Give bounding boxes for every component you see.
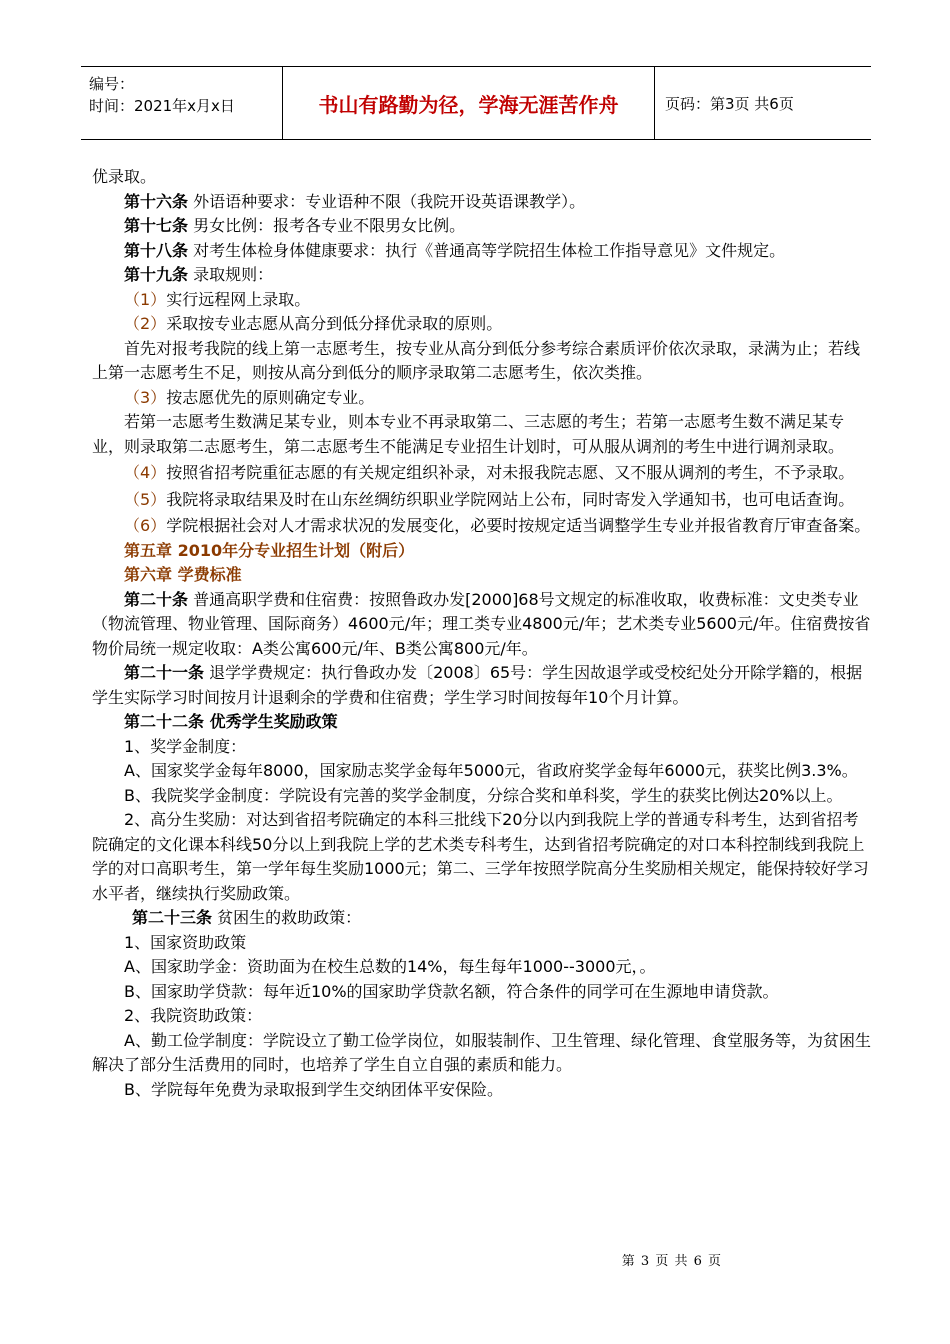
article-text: 普通高职学费和住宿费：按照鲁政办发[2000]68号文规定的标准收取，收费标准：文史类专业（物流管理、物业管理、国际商务）4600元/年；理工类专业4800元/年；艺术类专业5600元/年。住宿费按省物价局统一规定收取：A类公寓600元/年、B类公寓800元/年。 (92, 589, 871, 658)
list-item: 2、我院资助政策： (124, 1006, 263, 1025)
article-23 (92, 906, 872, 931)
rule-text: 学院根据社会对人才需求状况的发展变化，必要时按规定适当调整学生专业并报省教育厅审查备案。 (166, 516, 871, 535)
article-heading: 第十九条 (124, 265, 189, 284)
list-item: A、勤工俭学制度：学院设立了勤工俭学岗位，如服装制作、卫生管理、绿化管理、食堂服务等，为贫困生解决了部分生活费用的同时，也培养了学生自立自强的素质和能力。 (92, 1030, 871, 1074)
document-body (92, 165, 872, 1102)
article-18 (92, 239, 872, 264)
rule-text: 实行远程网上录取。 (166, 289, 311, 309)
list-item: A、国家奖学金每年8000，国家励志奖学金每年5000元，省政府奖学金每年6000元，获奖比例3.3%。 (124, 761, 858, 780)
article-21 (92, 661, 872, 710)
article-text: 录取规则： (188, 265, 274, 284)
chapter-6-heading: 第六章 学费标准 (124, 565, 242, 584)
article-heading: 第十八条 (124, 240, 189, 260)
document-number-label: 编号： (89, 75, 135, 93)
paragraph: 若第一志愿考生数满足某专业，则本专业不再录取第二、三志愿的考生；若第一志愿考生数不满足某专业，则录取第二志愿考生，第二志愿考生不能满足专业招生计划时，可从服从调剂的考生中进行调剂录取。 (92, 412, 845, 456)
article-20 (92, 588, 872, 662)
rule-text: 按志愿优先的原则确定专业。 (166, 387, 375, 407)
article-heading: 第十六条 (124, 191, 189, 211)
rule-number: （5） (124, 489, 167, 509)
list-item: 2、高分生奖励：对达到省招考院确定的本科三批线下20分以内到我院上学的普通专科考生，达到省招考院确定的文化课本科线50分以上到我院上学的艺术类专科考生，达到省招考院确定的对口本科控制线到我院上学的对口高职考生，第一学年每生奖励1000元；第二、三学年按照学院高分生奖励相关规定，能保持较好学习水平者，继续执行奖励政策。 (92, 810, 869, 903)
article-heading: 第二十一条 (124, 663, 205, 682)
page-footer: 第 3 页 共 6 页 (621, 1254, 722, 1269)
rule-number: （6） (124, 516, 167, 535)
rule-number: （3） (124, 387, 167, 407)
list-item: B、我院奖学金制度：学院设有完善的奖学金制度，分综合奖和单科奖，学生的获奖比例达20%以上。 (124, 785, 843, 805)
article-text: 对考生体检身体健康要求：执行《普通高等学院招生体检工作指导意见》文件规定。 (188, 240, 786, 260)
page-header (81, 66, 871, 140)
rule-2 (92, 312, 872, 337)
article-text: 退学学费规定：执行鲁政办发〔2008〕65号：学生因故退学或受校纪处分开除学籍的，根据学生实际学习时间按月计退剩余的学费和住宿费；学生学习时间按每年10个月计算。 (92, 663, 863, 707)
article-16 (92, 190, 872, 215)
rule-number: （4） (124, 463, 167, 482)
rule-4 (92, 461, 872, 486)
rule-number: （2） (124, 314, 167, 333)
article-text: 外语语种要求：专业语种不限（我院开设英语课教学）。 (188, 191, 586, 211)
rule-text: 采取按专业志愿从高分到低分择优录取的原则。 (166, 314, 503, 333)
paragraph: 首先对报考我院的线上第一志愿考生，按专业从高分到低分参考综合素质评价依次录取，录满为止；若线上第一志愿考生不足，则按从高分到低分的顺序录取第二志愿考生，依次类推。 (92, 338, 861, 382)
article-text: 贫困生的救助政策： (212, 908, 362, 927)
rule-6 (92, 514, 872, 539)
list-item: 1、国家资助政策 (124, 932, 247, 952)
article-17 (92, 214, 872, 239)
header-page-info: 页码：第3页 共6页 (665, 94, 794, 113)
paragraph: 优录取。 (92, 167, 157, 186)
rule-5 (92, 488, 872, 513)
list-item: B、学院每年免费为录取报到学生交纳团体平安保险。 (124, 1079, 503, 1099)
header-meta (81, 67, 283, 139)
document-time-label: 时间：2021年x月x日 (89, 97, 235, 115)
article-22-heading: 第二十二条 优秀学生奖励政策 (124, 712, 338, 731)
header-motto: 书山有路勤为径，学海无涯苦作舟 (283, 67, 655, 139)
article-heading: 第二十条 (124, 589, 189, 609)
article-heading: 第十七条 (124, 216, 189, 235)
rule-text: 按照省招考院重征志愿的有关规定组织补录，对未报我院志愿、又不服从调剂的考生，不予录取。 (166, 463, 855, 482)
article-text: 男女比例：报考各专业不限男女比例。 (188, 216, 466, 235)
rule-1 (92, 288, 872, 313)
list-item: A、国家助学金：资助面为在校生总数的14%，每生每年1000--3000元，。 (124, 957, 656, 976)
rule-text: 我院将录取结果及时在山东丝绸纺织职业学院网站上公布，同时寄发入学通知书，也可电话查询。 (166, 489, 855, 509)
article-heading: 第二十三条 (132, 908, 213, 927)
article-19 (92, 263, 872, 288)
rule-number: （1） (124, 289, 167, 309)
list-item: B、国家助学贷款：每年近10%的国家助学贷款名额，符合条件的同学可在生源地申请贷款。 (124, 981, 779, 1001)
list-item: 1、奖学金制度： (124, 736, 247, 756)
chapter-5-heading: 第五章 2010年分专业招生计划（附后） (124, 540, 415, 560)
rule-3 (92, 386, 872, 411)
